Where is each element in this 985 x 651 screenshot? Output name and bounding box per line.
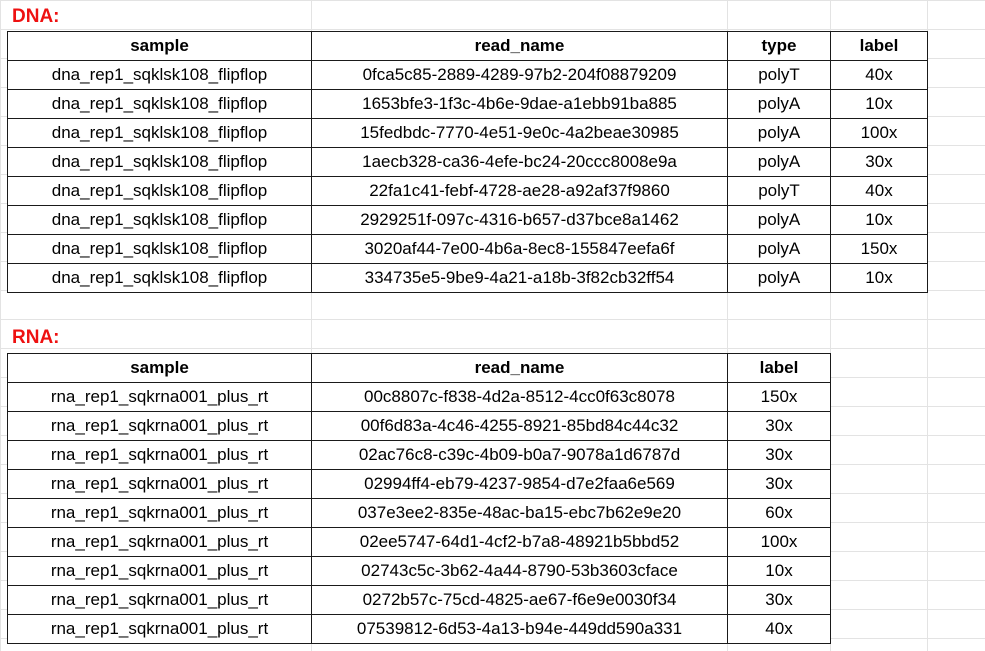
rna-cell-read-name[interactable]: 07539812-6d53-4a13-b94e-449dd590a331 xyxy=(312,615,728,644)
rna-cell-label[interactable]: 100x xyxy=(728,528,831,557)
dna-cell-sample[interactable]: dna_rep1_sqklsk108_flipflop xyxy=(8,148,312,177)
dna-cell-label[interactable]: 100x xyxy=(831,119,928,148)
table-row xyxy=(8,177,928,206)
dna-cell-type[interactable]: polyA xyxy=(728,90,831,119)
rna-cell-read-name[interactable]: 037e3ee2-835e-48ac-ba15-ebc7b62e9e20 xyxy=(312,499,728,528)
dna-table xyxy=(7,31,928,293)
dna-cell-type[interactable]: polyT xyxy=(728,177,831,206)
rna-cell-label[interactable]: 30x xyxy=(728,470,831,499)
dna-cell-read-name[interactable]: 15fedbdc-7770-4e51-9e0c-4a2beae30985 xyxy=(312,119,728,148)
rna-cell-label[interactable]: 10x xyxy=(728,557,831,586)
table-row xyxy=(8,119,928,148)
dna-header-sample[interactable]: sample xyxy=(8,32,312,61)
rna-cell-sample[interactable]: rna_rep1_sqkrna001_plus_rt xyxy=(8,412,312,441)
dna-section-title: DNA: xyxy=(12,6,60,27)
rna-header-label[interactable]: label xyxy=(728,354,831,383)
rna-cell-sample[interactable]: rna_rep1_sqkrna001_plus_rt xyxy=(8,441,312,470)
table-row xyxy=(8,528,831,557)
table-row xyxy=(8,264,928,293)
rna-cell-read-name[interactable]: 02ee5747-64d1-4cf2-b7a8-48921b5bbd52 xyxy=(312,528,728,557)
dna-cell-sample[interactable]: dna_rep1_sqklsk108_flipflop xyxy=(8,119,312,148)
dna-header-type[interactable]: type xyxy=(728,32,831,61)
rna-cell-sample[interactable]: rna_rep1_sqkrna001_plus_rt xyxy=(8,499,312,528)
rna-cell-label[interactable]: 30x xyxy=(728,412,831,441)
dna-cell-label[interactable]: 10x xyxy=(831,264,928,293)
dna-cell-sample[interactable]: dna_rep1_sqklsk108_flipflop xyxy=(8,90,312,119)
rna-cell-sample[interactable]: rna_rep1_sqkrna001_plus_rt xyxy=(8,528,312,557)
dna-cell-read-name[interactable]: 1aecb328-ca36-4efe-bc24-20ccc8008e9a xyxy=(312,148,728,177)
table-row xyxy=(8,441,831,470)
dna-cell-label[interactable]: 10x xyxy=(831,90,928,119)
rna-cell-read-name[interactable]: 02743c5c-3b62-4a44-8790-53b3603cface xyxy=(312,557,728,586)
rna-cell-read-name[interactable]: 02994ff4-eb79-4237-9854-d7e2faa6e569 xyxy=(312,470,728,499)
rna-cell-label[interactable]: 40x xyxy=(728,615,831,644)
table-row xyxy=(8,470,831,499)
rna-cell-read-name[interactable]: 00c8807c-f838-4d2a-8512-4cc0f63c8078 xyxy=(312,383,728,412)
dna-cell-type[interactable]: polyA xyxy=(728,264,831,293)
dna-cell-read-name[interactable]: 22fa1c41-febf-4728-ae28-a92af37f9860 xyxy=(312,177,728,206)
dna-cell-type[interactable]: polyA xyxy=(728,206,831,235)
rna-cell-read-name[interactable]: 00f6d83a-4c46-4255-8921-85bd84c44c32 xyxy=(312,412,728,441)
dna-cell-type[interactable]: polyA xyxy=(728,119,831,148)
dna-cell-type[interactable]: polyA xyxy=(728,148,831,177)
rna-header-read-name[interactable]: read_name xyxy=(312,354,728,383)
rna-cell-label[interactable]: 30x xyxy=(728,441,831,470)
table-row xyxy=(8,61,928,90)
dna-header-row xyxy=(8,32,928,61)
dna-cell-label[interactable]: 150x xyxy=(831,235,928,264)
dna-cell-sample[interactable]: dna_rep1_sqklsk108_flipflop xyxy=(8,206,312,235)
rna-cell-label[interactable]: 30x xyxy=(728,586,831,615)
dna-cell-label[interactable]: 40x xyxy=(831,61,928,90)
dna-cell-label[interactable]: 40x xyxy=(831,177,928,206)
dna-header-read-name[interactable]: read_name xyxy=(312,32,728,61)
dna-header-label[interactable]: label xyxy=(831,32,928,61)
table-row xyxy=(8,615,831,644)
rna-header-row xyxy=(8,354,831,383)
dna-cell-read-name[interactable]: 1653bfe3-1f3c-4b6e-9dae-a1ebb91ba885 xyxy=(312,90,728,119)
rna-section-title: RNA: xyxy=(12,327,60,348)
dna-cell-sample[interactable]: dna_rep1_sqklsk108_flipflop xyxy=(8,235,312,264)
table-row xyxy=(8,148,928,177)
table-row xyxy=(8,235,928,264)
dna-cell-label[interactable]: 30x xyxy=(831,148,928,177)
table-row xyxy=(8,90,928,119)
dna-cell-read-name[interactable]: 0fca5c85-2889-4289-97b2-204f08879209 xyxy=(312,61,728,90)
rna-cell-read-name[interactable]: 0272b57c-75cd-4825-ae67-f6e9e0030f34 xyxy=(312,586,728,615)
rna-header-sample[interactable]: sample xyxy=(8,354,312,383)
table-row xyxy=(8,499,831,528)
dna-cell-type[interactable]: polyT xyxy=(728,61,831,90)
dna-cell-sample[interactable]: dna_rep1_sqklsk108_flipflop xyxy=(8,264,312,293)
rna-cell-label[interactable]: 150x xyxy=(728,383,831,412)
rna-cell-sample[interactable]: rna_rep1_sqkrna001_plus_rt xyxy=(8,383,312,412)
dna-cell-sample[interactable]: dna_rep1_sqklsk108_flipflop xyxy=(8,177,312,206)
table-row xyxy=(8,383,831,412)
dna-cell-label[interactable]: 10x xyxy=(831,206,928,235)
rna-cell-label[interactable]: 60x xyxy=(728,499,831,528)
dna-cell-type[interactable]: polyA xyxy=(728,235,831,264)
dna-cell-read-name[interactable]: 2929251f-097c-4316-b657-d37bce8a1462 xyxy=(312,206,728,235)
dna-cell-sample[interactable]: dna_rep1_sqklsk108_flipflop xyxy=(8,61,312,90)
dna-cell-read-name[interactable]: 3020af44-7e00-4b6a-8ec8-155847eefa6f xyxy=(312,235,728,264)
rna-cell-read-name[interactable]: 02ac76c8-c39c-4b09-b0a7-9078a1d6787d xyxy=(312,441,728,470)
table-row xyxy=(8,557,831,586)
rna-cell-sample[interactable]: rna_rep1_sqkrna001_plus_rt xyxy=(8,557,312,586)
rna-cell-sample[interactable]: rna_rep1_sqkrna001_plus_rt xyxy=(8,586,312,615)
dna-cell-read-name[interactable]: 334735e5-9be9-4a21-a18b-3f82cb32ff54 xyxy=(312,264,728,293)
rna-cell-sample[interactable]: rna_rep1_sqkrna001_plus_rt xyxy=(8,615,312,644)
rna-table xyxy=(7,353,831,644)
table-row xyxy=(8,206,928,235)
table-row xyxy=(8,412,831,441)
rna-cell-sample[interactable]: rna_rep1_sqkrna001_plus_rt xyxy=(8,470,312,499)
table-row xyxy=(8,586,831,615)
